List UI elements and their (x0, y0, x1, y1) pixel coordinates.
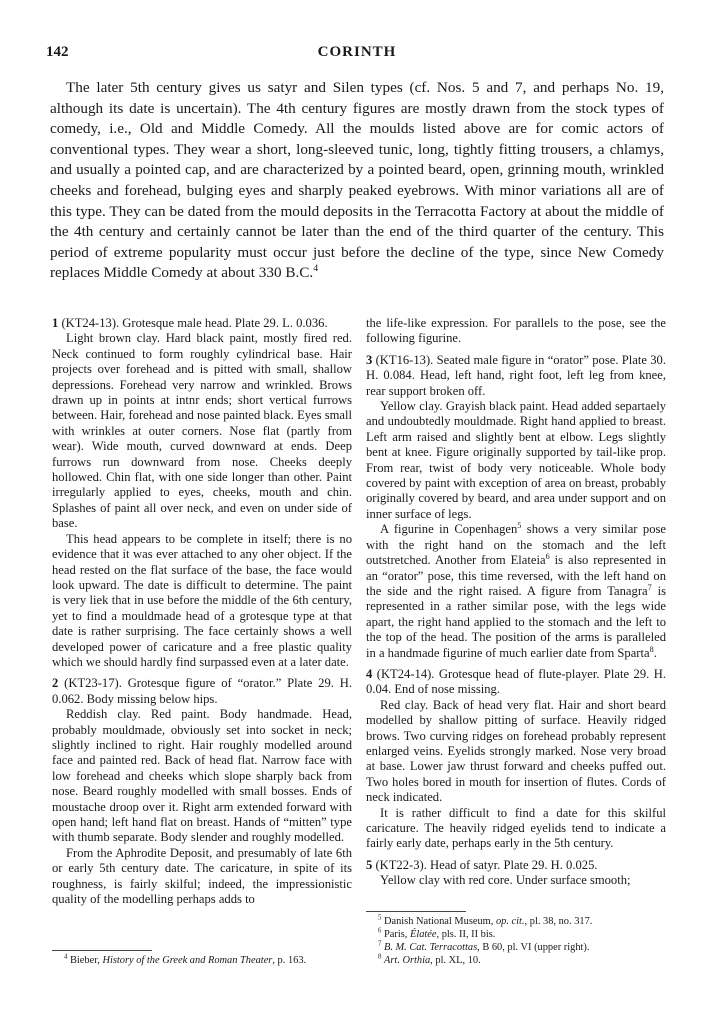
footnote-text: , pls. II, II bis. (436, 929, 496, 940)
footnote-mark: 7 (378, 940, 382, 948)
footnotes-left (52, 950, 352, 967)
footnote-text: , pl. 38, no. 317. (524, 916, 593, 927)
footnote-4 (52, 954, 352, 967)
footnote-mark: 6 (378, 927, 382, 935)
entry-heading: (KT16-13). Seated male figure in “orator” pose. Plate 30. H. 0.084. Head, left hand, right foot, left leg from knee, rear support broken off. (366, 352, 666, 398)
footnote-text: , pl. XL, 10. (430, 955, 481, 966)
footnote-mark: 8 (378, 953, 382, 961)
entry-number: 4 (366, 666, 373, 681)
footnote-text: Danish National Museum, (383, 916, 496, 927)
footnote-ref-5: 5 (517, 521, 522, 531)
footnote-title: Élatée (409, 929, 437, 940)
entry-2-continuation: the life-like expression. For parallels to the pose, see the following figurine. (366, 316, 666, 346)
footnote-ref-8: 8 (649, 644, 654, 654)
footnote-8 (366, 954, 666, 967)
intro-paragraph (50, 78, 664, 284)
entry-heading: (KT22-3). Head of satyr. Plate 29. H. 0.025. (375, 857, 598, 872)
entry-paragraph: It is rather difficult to find a date for this skilful caricature. The heavily ridged eyelids tend to indicate a fairly early date, perhaps early in the 5th century. (366, 805, 666, 851)
left-column (52, 316, 352, 907)
entry-paragraph: This head appears to be complete in itself; there is no evidence that it was ever attached to any oher object. If the head rested on the flat surface of the base, the face would look upward. The date is difficult to determine. The paint is very liek that in use before the middle of the 6th century, yet to find a mouldmade head of a grotesque type at that date is rather surprising. The face certainly shows a well developed power of caricature and a free plastic quality which we should hardly find surpassed even at a later date. (52, 531, 352, 669)
entry-paragraph: Reddish clay. Red paint. Body handmade. Head, probably mouldmade, obviously set into socket in neck; slightly inclined to right. Hair roughly modelled around face and painted red. Back of head flat. Narrow face with low forehead and cheeks which slope sharply back from nose. Beard roughly modelled with small bosses. Ends of moustache droop over it. Right arm extended forward with open hand; left hand flat on breast. Hands of “mitten” type with thumb separate. Body slender and roughly modelled. (52, 707, 352, 845)
catalog-entry-3-heading (366, 353, 666, 399)
entry-heading: (KT24-14). Grotesque head of flute-player. Plate 29. H. 0.04. End of nose missing. (366, 666, 666, 697)
entry-paragraph: Yellow clay with red core. Under surface smooth; (380, 873, 631, 888)
catalog-entry-2-heading (52, 676, 352, 707)
text-run: shows a very similar pose with the right hand on the stomach and the left outstretched. Another from Elateia (366, 522, 666, 568)
footnote-title: Art. Orthia (383, 955, 431, 966)
entry-paragraph: Yellow clay. Grayish black paint. Head added separtaely and undoubtedly mouldmade. Right hand applied to breast. Left arm raised and slightly bent at elbow. Legs slightly bent at knee. Figure originally supported by tail-like prop. From rear, twist of body very noticeable. Whole body covered by paint with exception of area on breast, probably originally covered by beard, and area under support and on inner surface of legs. (366, 399, 666, 521)
catalog-entry-5-heading (366, 858, 666, 873)
entry-number: 1 (52, 316, 59, 330)
intro-text: The later 5th century gives us satyr and Silen types (cf. Nos. 5 and 7, and perhaps No. 19, although its date is uncertain). The 4th century figures are mostly drawn from the stock types of comedy, i.e., Old and Middle Comedy. All the moulds listed above are for comic actors of conventional types. They wear a short, long-sleeved tunic, long, tightly fitting trousers, a chlamys, and usually a pointed cap, and are characterized by a pointed beard, open, grinning mouth, wrinkled cheeks and forehead, bulging eyes and sharply peaked eyebrows. With minor variations all are of this type. They can be dated from the mould deposits in the Terracotta Factory at about the middle of the 4th century and certainly cannot be later than the end of the third quarter of the century. This period of extreme popularity must occur just before the decline of the type, since New Comedy replaces Middle Comedy at about 330 B.C. (50, 79, 664, 282)
footnote-mark: 4 (64, 953, 68, 961)
footnote-rule (52, 950, 152, 951)
footnote-title: op. cit. (495, 916, 525, 927)
running-title: CORINTH (317, 44, 397, 60)
entry-number: 5 (366, 857, 373, 872)
footnote-rule (366, 911, 466, 912)
page-header (46, 44, 668, 64)
footnote-mark: 5 (378, 914, 382, 922)
entry-paragraph: From the Aphrodite Deposit, and presumably of late 6th or early 5th century date. The caricature, in spite of its roughness, is fairly skilful; indeed, the impressionistic quality of the modelling perhaps adds to (52, 845, 352, 907)
intro-paragraph-block (50, 78, 664, 284)
text-run: is also represented in an “orator” pose, this time reversed, with the left hand on the side and the right raised. A figure from Tanagra (366, 553, 666, 598)
footnote-text: , B 60, pl. VI (upper right). (477, 942, 590, 953)
catalog-entry-4-heading (366, 667, 666, 698)
page-number: 142 (46, 44, 69, 60)
entry-paragraph-parallels (366, 522, 666, 661)
footnotes-right (366, 911, 666, 967)
text-run: . (653, 645, 657, 660)
text-run: is represented in a rather similar pose, with the legs wide apart, the right hand applied to the stomach and the left to the top of the head. The position of the arms is paralleled in a handmade figurine of much earlier date from Sparta (366, 583, 666, 660)
footnote-text: Bieber, (69, 955, 103, 966)
entry-number: 2 (52, 676, 59, 691)
footnote-ref-4: 4 (313, 263, 319, 275)
footnote-title: History of the Greek and Roman Theater (102, 955, 273, 966)
entry-paragraph: Red clay. Back of head very flat. Hair and short beard modelled by shallow pitting of surface. Heavily ridged brows. Two curving ridges on forehead probably represent enlarged veins. Eyelids strongly marked. Nose very broad at base. Lower jaw thrust forward and cheeks puffed out. Two holes bored in mouth for insertion of flutes. Cords of neck indicated. (366, 697, 666, 805)
entry-number: 3 (366, 352, 373, 367)
entry-heading: (KT23-17). Grotesque figure of “orator.” Plate 29. H. 0.062. Body missing below hips. (52, 676, 352, 706)
entry-paragraph: Light brown clay. Hard black paint, mostly fired red. Neck continued to form roughly cylindrical base. Hair projects over forehead and is pitted with small, shallow depressions. Forehead very narrow and wrinkled. Brows drawn up in points at intnr ends; short vertical furrows between. Hair, forehead and nose painted black. Eyes small with wrinkles at outer corners. Nose flat (partly from wear). Wide mouth, curved downward at ends. Deep furrows run downward from nose. Cheeks deeply hollowed. Chin flat, with one side longer than other. Paint irregularly applied to eyes, cheeks, mouth and chin. Splashes of paint all over neck, and even on under side of base. (52, 331, 352, 531)
footnote-title: B. M. Cat. Terracottas (383, 942, 478, 953)
footnote-text: , p. 163. (272, 955, 307, 966)
footnote-text: Paris, (383, 929, 410, 940)
right-column (366, 316, 666, 889)
footnote-7 (366, 941, 666, 954)
footnote-ref-6: 6 (545, 551, 550, 561)
catalog-entry-1-heading (52, 316, 352, 331)
footnote-5 (366, 915, 666, 928)
footnote-ref-7: 7 (647, 582, 652, 592)
entry-heading: (KT24-13). Grotesque male head. Plate 29. L. 0.036. (61, 316, 328, 330)
footnote-6 (366, 928, 666, 941)
text-run: A figurine in Copenhagen (380, 522, 518, 537)
